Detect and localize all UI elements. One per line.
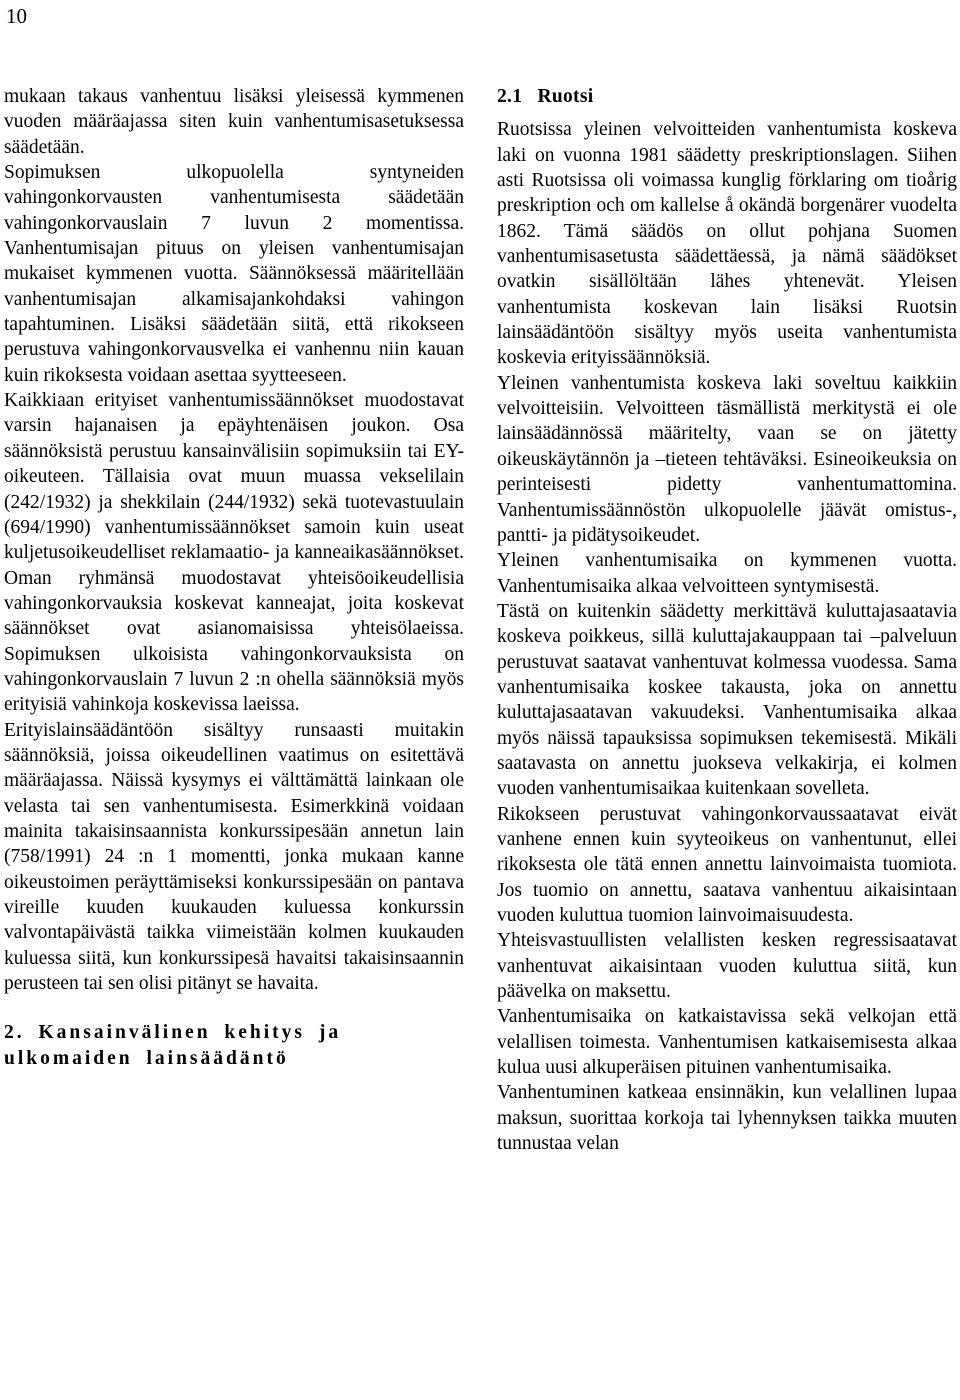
right-column bbox=[497, 84, 957, 1156]
paragraph: Erityislainsäädäntöön sisältyy runsaasti muitakin säännöksiä, joissa oikeudellinen vaatimus on esitettävä määräajassa. Näissä kysymys ei välttämättä lainkaan ole velasta tai sen vanhentumisesta. Esimerkkinä voidaan mainita takaisinsaannista konkurssipesään annetun lain (758/1991) 24 :n 1 momentti, jonka mukaan kanne oikeustoimen peräyttämiseksi konkurssipesään on pantava vireille kuuden kuukauden kuluessa konkurssin valvontapäivästä taikka viimeistään kolmen kuukauden kuluessa siitä, kun konkurssipesä havaitsi takaisinsaannin perusteen tai sen olisi pitänyt se havaita. bbox=[4, 719, 464, 995]
paragraph: Yhteisvastuullisten velallisten kesken regressisaatavat vanhentuvat aikaisintaan vuoden kuluttua siitä, kun päävelka on maksettu. bbox=[497, 930, 957, 1003]
paragraph: Ruotsissa yleinen velvoitteiden vanhentumista koskeva laki on vuonna 1981 säädetty preskriptionslagen. Siihen asti Ruotsissa oli voimassa kunglig förklaring om tioårig preskription och om kallelse å okändä borgenärer vuodelta 1862. Tämä säädös on ollut pohjana Suomen vanhentumisasetusta säädettäessä, ja nämä säädökset ovatkin sisällöltään lähes yhtenevät. Yleisen vanhentumista koskevan lain lisäksi Ruotsin lainsäädäntöön sisältyy myös useita vanhentumista koskevia erityissäännöksiä. bbox=[497, 119, 957, 369]
paragraph: Vanhentuminen katkeaa ensinnäkin, kun velallinen lupaa maksun, suorittaa korkoja tai lyhennyksen taikka muuten tunnustaa velan bbox=[497, 1082, 957, 1155]
paragraph: Kaikkiaan erityiset vanhentumissäännökset muodostavat varsin hajanaisen ja epäyhtenäisen joukon. Osa säännöksistä perustuu kansainvälisiin sopimuksiin tai EY-oikeuteen. Tällaisia ovat muun muassa vekselilain (242/1932) ja shekkilain (244/1932) sekä tuotevastuulain (694/1990) vanhentumissäännökset samoin kuin useat kuljetusoikeudelliset reklamaatio- ja kanneaikasäännökset. Oman ryhmänsä muodostavat yhteisöoikeudellisia vahingonkorvauksia koskevat kanneajat, joita koskevat säännökset ovat asianomaisissa yhteisölaeissa. Sopimuksen ulkoisista vahingonkorvauksista on vahingonkorvauslain 7 luvun 2 :n ohella säännöksiä myös erityisiä vahinkoja koskevissa laeissa. bbox=[4, 390, 464, 716]
paragraph: Sopimuksen ulkopuolella syntyneiden vahingonkorvausten vanhentumisesta säädetään vahingonkorvauslain 7 luvun 2 momentissa. Vanhentumisajan pituus on yleisen vanhentumisajan mukaiset kymmenen vuotta. Säännöksessä määritellään vanhentumisajan alkamisajankohdaksi vahingon tapahtuminen. Lisäksi säädetään siitä, että rikokseen perustuva vahingonkorvausvelka ei vanhennu niin kauan kuin rikoksesta voidaan asettaa syytteeseen. bbox=[4, 162, 464, 386]
paragraph: Yleinen vanhentumisaika on kymmenen vuotta. Vanhentumisaika alkaa velvoitteen syntymisestä. bbox=[497, 550, 957, 597]
paragraph: Vanhentumisaika on katkaistavissa sekä velkojan että velallisen toimesta. Vanhentumisen katkaisemisesta alkaa kulua uusi alkuperäisen pituinen vanhentumisaika. bbox=[497, 1006, 957, 1079]
paragraph: Rikokseen perustuvat vahingonkorvaussaatavat eivät vanhene ennen kuin syyteoikeus on vanhentunut, ellei rikoksesta ole tätä ennen annettu lainvoimaista tuomiota. Jos tuomio on annettu, saatava vanhentuu aikaisintaan vuoden kuluttua tuomion lainvoimaisuudesta. bbox=[497, 803, 957, 926]
left-column bbox=[4, 84, 464, 1072]
paragraph: Tästä on kuitenkin säädetty merkittävä kuluttajasaatavia koskeva poikkeus, sillä kuluttajakauppaan tai –palveluun perustuvat saatavat vanhentuvat kolmessa vuodessa. Sama vanhentumisaika koskee takausta, joka on annettu kuluttajasaatavan vakuudeksi. Vanhentumisaika alkaa myös näissä tapauksissa sopimuksen tekemisestä. Mikäli saatavasta on annettu juokseva velkakirja, ei kolmen vuoden vanhentumisaikaa kuitenkaan sovelleta. bbox=[497, 600, 957, 800]
paragraph: Yleinen vanhentumista koskeva laki soveltuu kaikkiin velvoitteisiin. Velvoitteen täsmällistä merkitystä ei ole lainsäädännössä määritelty, vaan se on jätetty oikeuskäytännön ja –tieteen tehtäväksi. Esineoikeuksia on perinteisesti pidetty vanhentumattomina. Vanhentumissäännöstön ulkopuolelle jäävät omistus-, pantti- ja pidätysoikeudet. bbox=[497, 372, 957, 546]
subsection-heading: 2.1 Ruotsi bbox=[497, 86, 594, 107]
section-heading: 2. Kansainvälinen kehitys ja ulkomaiden lainsäädäntö bbox=[4, 1022, 342, 1070]
page-number: 10 bbox=[6, 4, 27, 28]
paragraph: mukaan takaus vanhentuu lisäksi yleisessä kymmenen vuoden määräajassa siten kuin vanhentumisasetuksessa säädetään. bbox=[4, 86, 464, 158]
